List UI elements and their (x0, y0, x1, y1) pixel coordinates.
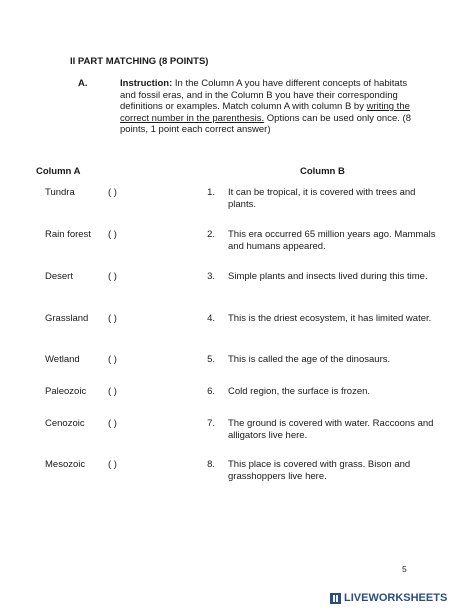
term-tundra: Tundra (45, 187, 75, 198)
footer-logo-text: LIVEWORKSHEETS (344, 592, 448, 604)
answer-blank[interactable]: ( ) (108, 271, 117, 282)
term-paleozoic: Paleozoic (45, 386, 87, 397)
term-cenozoic: Cenozoic (45, 418, 85, 429)
section-heading: II PART MATCHING (8 POINTS) (70, 56, 209, 67)
definition-text: This is called the age of the dinosaurs. (228, 354, 391, 365)
definition-text: This is the driest ecosystem, it has limited water. (228, 313, 432, 324)
footer-logo[interactable] (330, 592, 447, 604)
section-letter: A. (78, 78, 88, 89)
instruction-text-a: In the Column A you have different concepts of habitats and fossil eras, and in the Column B you have their corresponding definitions or examples. Match column A with column B by (120, 78, 408, 112)
term-mesozoic: Mesozoic (45, 459, 86, 470)
answer-blank[interactable]: ( ) (108, 187, 117, 198)
answer-blank[interactable]: ( ) (108, 354, 117, 365)
definition-text: This era occurred 65 million years ago. Mammals and humans appeared. (228, 229, 436, 252)
definition-text: The ground is covered with water. Raccoons and alligators live here. (228, 418, 434, 441)
instruction-underlined: writing the correct number in the parenthesis. (120, 101, 410, 124)
answer-blank[interactable]: ( ) (108, 459, 117, 470)
page-number: 5 (402, 564, 407, 574)
definition-text: This place is covered with grass. Bison and grasshoppers live here. (228, 459, 411, 482)
term-desert: Desert (45, 271, 73, 282)
definition-text: It can be tropical, it is covered with trees and plants. (228, 187, 416, 210)
column-b-header: Column B (300, 166, 345, 177)
definition-text: Simple plants and insects lived during this time. (228, 271, 428, 282)
worksheet-page: II PART MATCHING (8 POINTS) A. Instruction: In the Column A you have different concepts of habitats and fossil eras, and in the Column B you have their corresponding definitions or examples. Match column A with column B by writing the correct number in the parenthesis. Options can be used only once. (8 points, 1 point each correct answer) Column A Column B Tundra ( ) 1. It can be tropical, it is covered with trees and plants. Rain forest ( ) 2. This era occurred 65 million years ago. Mammals and humans appeared. Desert ( ) 3. Simple plants and insects lived during this time. Grassland ( ) 4. This is the driest ecosystem, it has limited water. Wetland ( ) 5. This is called the age of the dinosaurs. Paleozoic ( ) 6. Cold region, the surface is frozen. Cenozoic ( ) 7. The ground is covered with water. Raccoons and alligators live here. Mesozoic ( ) 8. This place is covered with grass. Bison and grasshoppers live here. 5 LIVEWORKSHEETS (36, 56, 448, 604)
answer-blank[interactable]: ( ) (108, 229, 117, 240)
instruction-label: Instruction: (120, 78, 173, 89)
definition-text: Cold region, the surface is frozen. (228, 386, 371, 397)
column-a-header: Column A (36, 166, 81, 177)
term-rain-forest: Rain forest (45, 229, 91, 240)
instruction-text-b: Options can be used only once. (8 points, 1 point each correct answer) (120, 112, 411, 135)
term-grassland: Grassland (45, 313, 89, 324)
liveworksheets-logo-icon (330, 593, 341, 604)
answer-blank[interactable]: ( ) (108, 313, 117, 324)
answer-blank[interactable]: ( ) (108, 386, 117, 397)
instruction-paragraph (120, 78, 412, 136)
term-wetland: Wetland (45, 354, 80, 365)
answer-blank[interactable]: ( ) (108, 418, 117, 429)
